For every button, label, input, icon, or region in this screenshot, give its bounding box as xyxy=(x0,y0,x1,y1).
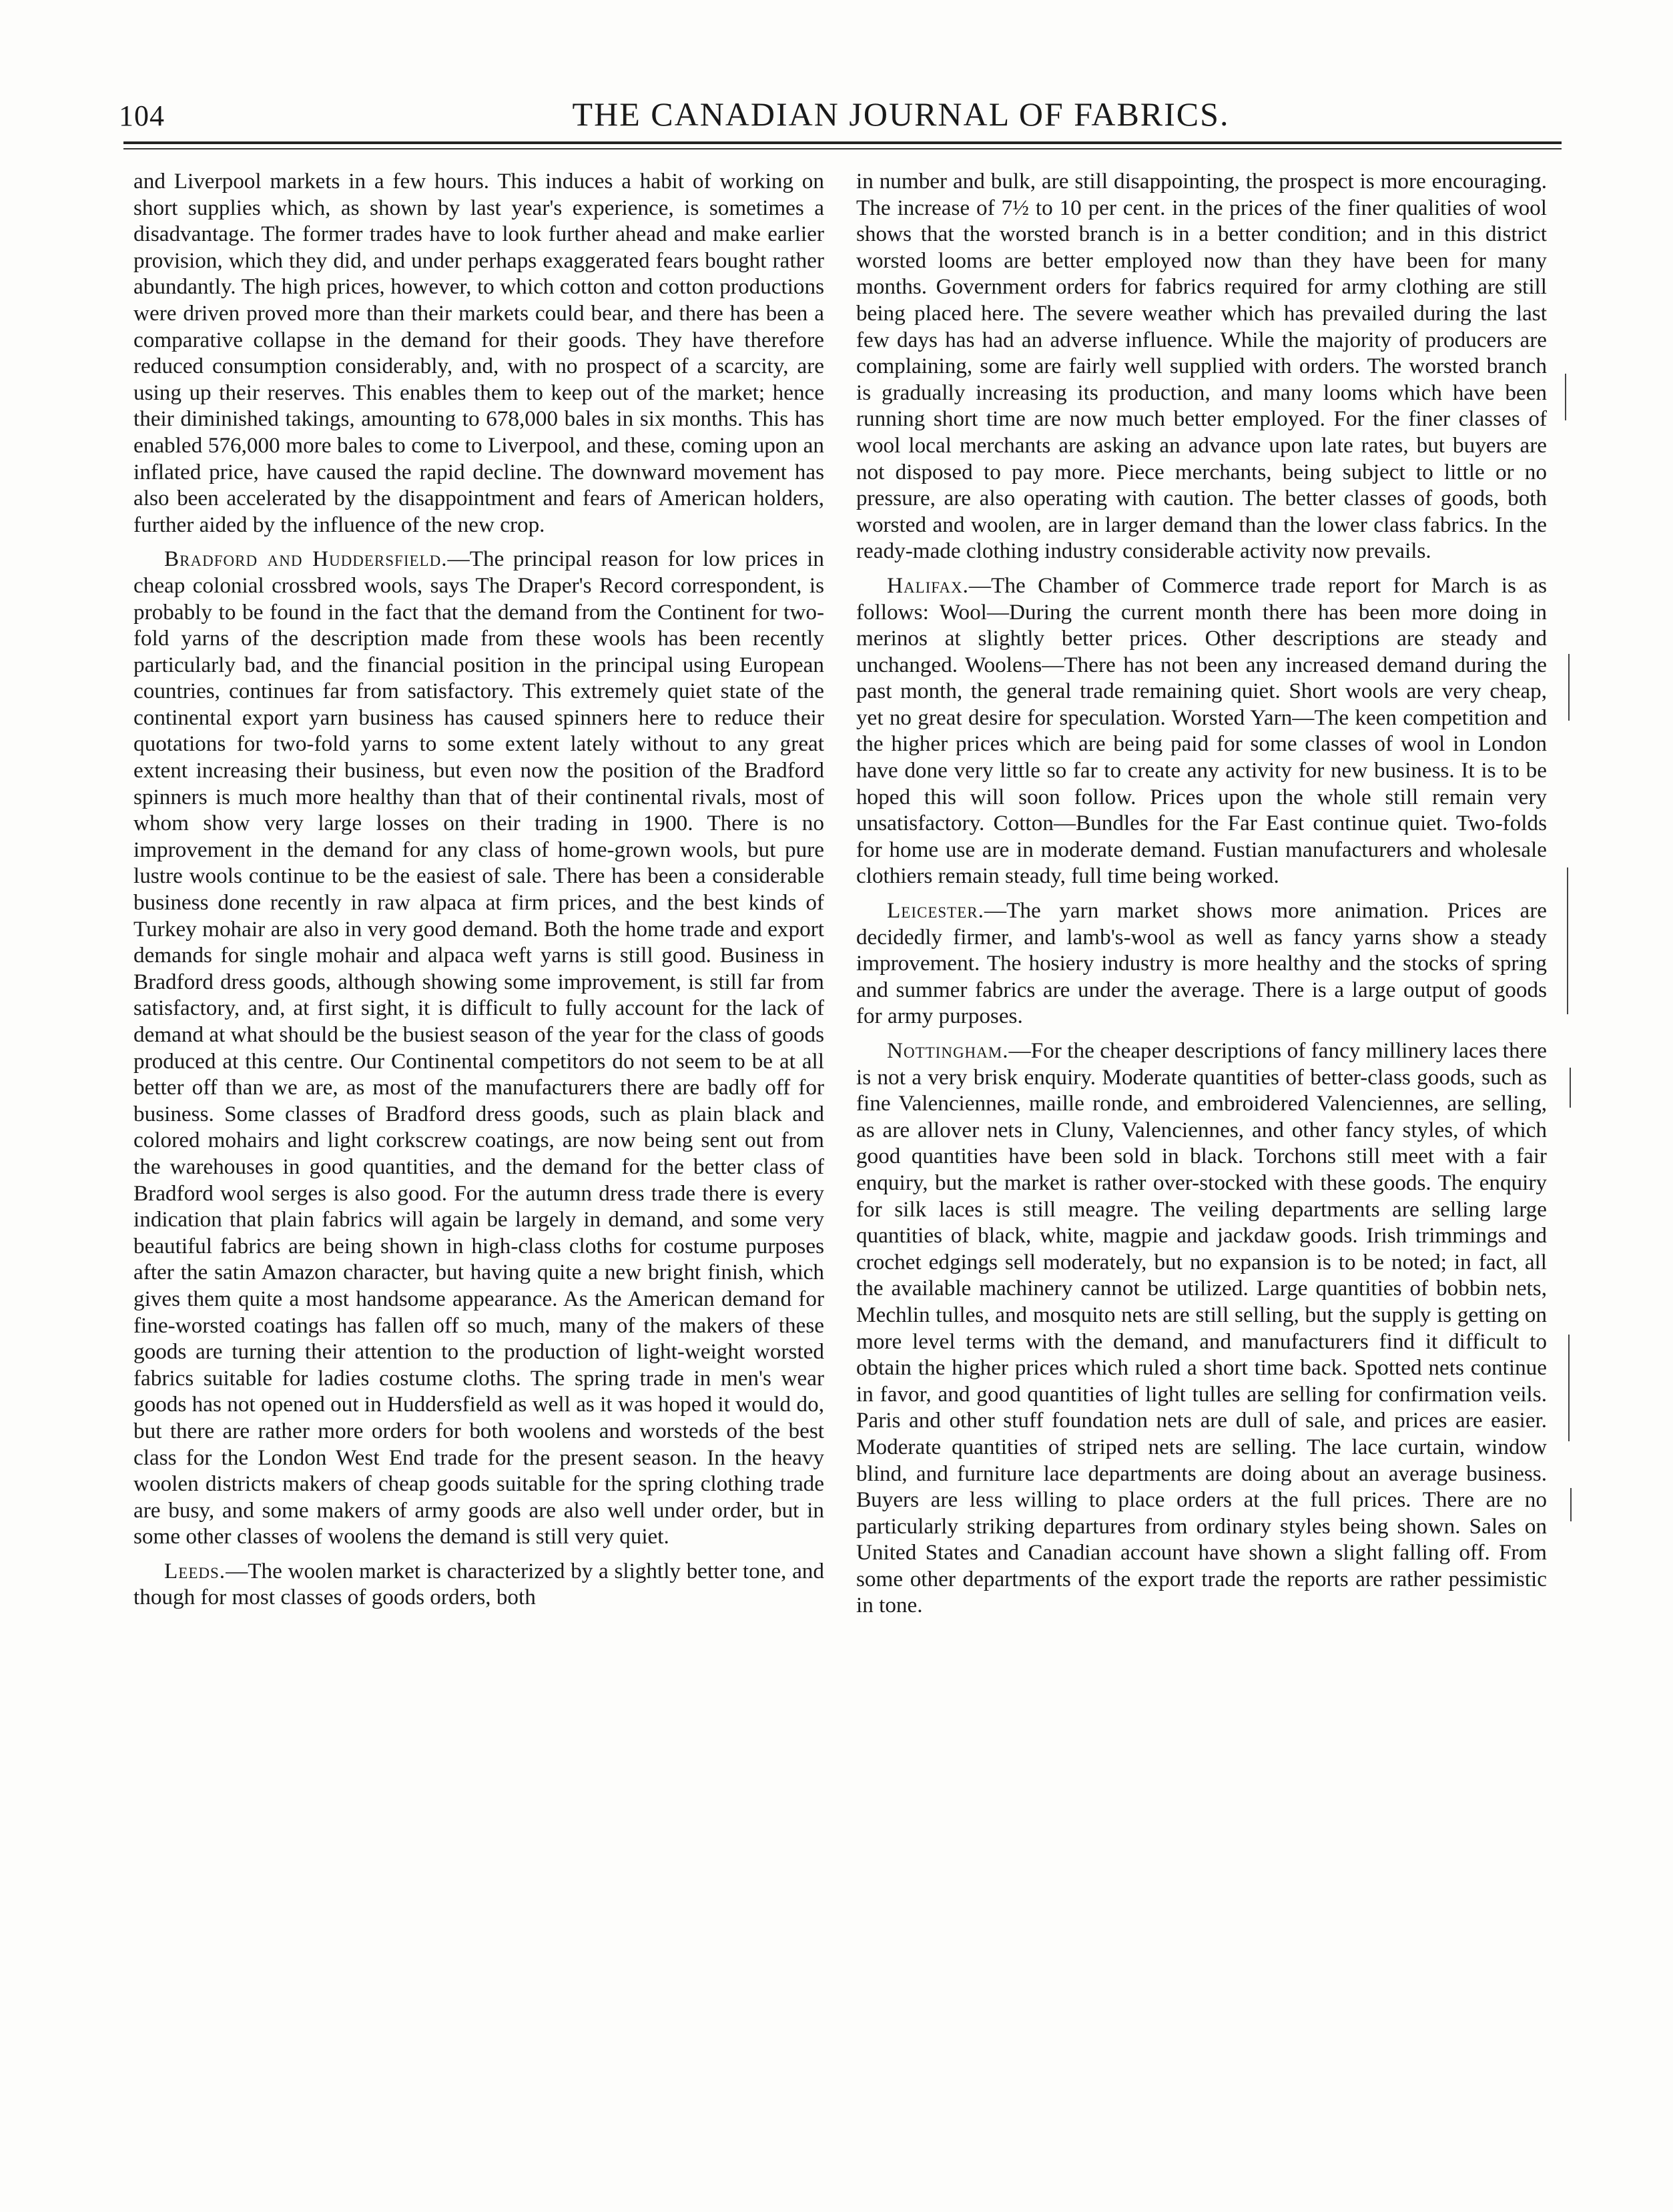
paragraph-leeds-continued: in number and bulk, are still disappointing, the prospect is more encouraging. The increase of 7½ to 10 per cent. in the prices of the finer qualities of wool shows that the worsted branch is in a better condition; and in this district worsted looms are better employed now than they have been for many months. Government orders for fabrics required for army clothing are still being placed here. The severe weather which has prevailed during the last few days has had an adverse influence. While the majority of producers are complaining, some are fairly well supplied with orders. The worsted branch is gradually increasing its production, and many looms which have been running short time are now much better employed. For the finer classes of wool local merchants are asking an advance upon late rates, but buyers are not disposed to pay more. Piece merchants, being subject to little or no pressure, are also operating with caution. The better classes of goods, both worsted and woolen, are in larger demand than the lower class fabrics. In the ready-made clothing industry considerable activity now prevails. xyxy=(856,169,1547,564)
margin-mark xyxy=(1568,654,1570,721)
margin-mark xyxy=(1565,374,1566,420)
section-heading-bradford: Bradford and Huddersfield. xyxy=(164,546,448,572)
page-number: 104 xyxy=(119,99,165,132)
header-rule-thick xyxy=(123,141,1562,144)
paragraph-leicester xyxy=(856,897,1547,1030)
running-head: THE CANADIAN JOURNAL OF FABRICS. xyxy=(572,95,1230,133)
paragraph-nottingham xyxy=(856,1038,1547,1619)
right-column xyxy=(856,168,1547,2090)
paragraph-body: —The principal reason for low prices in cheap colonial crossbred wools, says The Draper's Record correspondent, is probably to be found in the fact that the demand from the Continent for two-fold yarns of the description made from these wools has been recently particularly bad, and the financial position in the principal using European countries, continues far from satisfactory. This extremely quiet state of the continental export yarn business has caused spinners here to reduce their quotations for two-fold yarns to some extent lately without to any great extent increasing their business, but even now the position of the Bradford spinners is much more healthy than that of their continental rivals, most of whom show very large losses on their trading in 1900. There is no improvement in the demand for any class of home-grown wools, but pure lustre wools continue to be the easiest of sale. There has been a considerable business done recently in raw alpaca at firm prices, and the best kinds of Turkey mohair are also in very good demand. Both the home trade and export demands for single mohair and alpaca weft yarns is still good. Business in Bradford dress goods, although showing some improvement, is still far from satisfactory, and, at first sight, it is difficult to fully account for the lack of demand at what should be the busiest season of the year for the class of goods produced at this centre. Our Continental competitors do not seem to be at all better off than we are, as most of the manufacturers there are badly off for business. Some classes of Bradford dress goods, such as plain black and colored mohairs and light corkscrew coatings, are now being sent out from the warehouses in good quantities, and the demand for the better class of Bradford wool serges is also good. For the autumn dress trade there is every indication that plain fabrics will again be largely in demand, and some very beautiful fabrics are being shown in high-class cloths for costume purposes after the satin Amazon character, but having quite a new bright finish, which gives them quite a most handsome appearance. As the American demand for fine-worsted coatings has fallen off so much, many of the makers of these goods are turning their attention to the production of light-weight worsted fabrics suitable for ladies costume cloths. The spring trade in men's wear goods has not opened out in Huddersfield as well as it was hoped it would do, but there are rather more orders for both woolens and worsteds of the best class for the London West End trade for the present season. In the heavy woolen districts makers of cheap goods suitable for the spring clothing trade are busy, and some makers of army goods are also well under order, but in some other classes of woolens the demand is still very quiet. xyxy=(133,546,824,1549)
paragraph-bradford-huddersfield xyxy=(133,546,824,1550)
paragraph-body: —The woolen market is characterized by a slightly better tone, and though for most classes of goods orders, both xyxy=(133,1558,824,1610)
section-heading-halifax: Halifax. xyxy=(887,573,969,598)
section-heading-nottingham: Nottingham. xyxy=(887,1038,1009,1063)
margin-mark xyxy=(1567,867,1568,1014)
left-column xyxy=(133,168,824,2090)
section-heading-leeds: Leeds. xyxy=(164,1558,226,1583)
paragraph-halifax xyxy=(856,573,1547,889)
paragraph-body: —The Chamber of Commerce trade report for March is as follows: Wool—During the current month there has been more doing in merinos at slightly better prices. Other descriptions are steady and unchanged. Woolens—There has not been any increased demand during the past month, the general trade remaining quiet. Short wools are very cheap, yet no great desire for speculation. Worsted Yarn—The keen competition and the higher prices which are being paid for some classes of wool in London have done very little so far to create any activity for new business. It is to be hoped this will soon follow. Prices upon the whole still remain very unsatisfactory. Cotton—Bundles for the Far East continue quiet. Two-folds for home use are in moderate demand. Fustian manufacturers and wholesale clothiers remain steady, full time being worked. xyxy=(856,573,1547,889)
section-heading-leicester: Leicester. xyxy=(887,898,984,924)
paragraph-body: —For the cheaper descriptions of fancy millinery laces there is not a very brisk enquiry. Moderate quantities of better-class goods, such as fine Valenciennes, maille ronde, and embroidered Valenciennes, are selling, as are allover nets in Cluny, Valenciennes, and other fancy styles, of which good quantities have been sold in black. Torchons still meet with a fair enquiry, but the market is rather over-stocked with these goods. The enquiry for silk laces is still meagre. The veiling departments are selling large quantities of black, white, magpie and jackdaw goods. Irish trimmings and crochet edgings sell moderately, but no expansion is to be noted; in fact, all the available machinery cannot be utilized. Large quantities of bobbin nets, Mechlin tulles, and mosquito nets are still selling, but the supply is getting on more level terms with the demand, and manufacturers find it difficult to obtain the higher prices which ruled a short time back. Spotted nets continue in favor, and good quantities of light tulles are selling for confirmation veils. Paris and other stuff foundation nets are dull of sale, and prices are easier. Moderate quantities of striped nets are selling. The lace curtain, window blind, and furniture lace departments are doing about an average business. Buyers are less willing to place orders at the full prices. There are no particularly striking departures from ordinary styles being shown. Sales on United States and Canadian account have shown a slight falling off. From some other departments of the export trade the reports are rather pessimistic in tone. xyxy=(856,1038,1547,1618)
margin-mark xyxy=(1570,1068,1571,1108)
paragraph-body: —The yarn market shows more animation. Prices are decidedly firmer, and lamb's-wool as well as fancy yarns show a steady improvement. The hosiery industry is more healthy and the stocks of spring and summer fabrics are under the average. There is a large output of goods for army purposes. xyxy=(856,898,1547,1029)
margin-mark xyxy=(1568,1335,1570,1441)
header-rule-thin xyxy=(123,148,1562,149)
paragraph-cotton-continued: and Liverpool markets in a few hours. This induces a habit of working on short supplies which, as shown by last year's experience, is sometimes a disadvantage. The former trades have to look further ahead and make earlier provision, which they did, and under perhaps exaggerated fears bought rather abundantly. The high prices, however, to which cotton and cotton productions were driven proved more than their markets could bear, and there has been a comparative collapse in the demand for their goods. They have therefore reduced consumption considerably, and, with no prospect of a scarcity, are using up their reserves. This enables them to keep out of the market; hence their diminished takings, amounting to 678,000 bales in six months. This has enabled 576,000 more bales to come to Liverpool, and these, coming upon an inflated price, have caused the rapid decline. The downward movement has also been accelerated by the disappointment and fears of American holders, further aided by the influence of the new crop. xyxy=(133,169,824,537)
margin-mark xyxy=(1570,1488,1572,1521)
paragraph-leeds xyxy=(133,1558,824,1611)
